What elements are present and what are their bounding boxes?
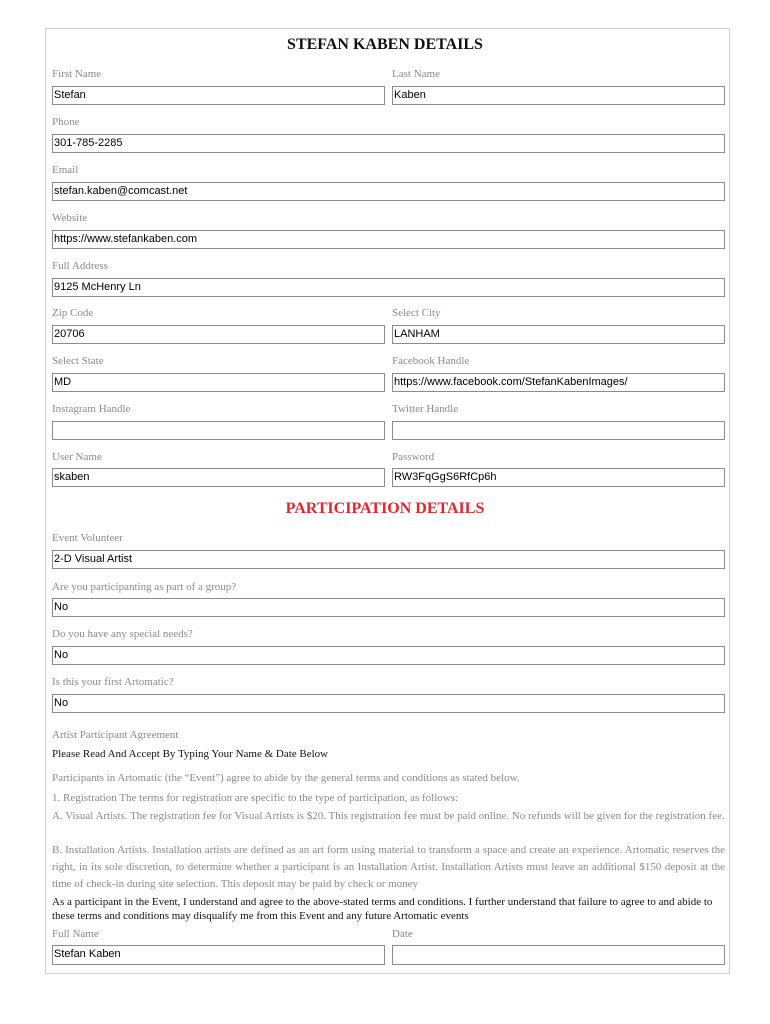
- address-label: Full Address: [52, 260, 108, 272]
- city-field[interactable]: LANHAM: [392, 325, 725, 344]
- email-field[interactable]: stefan.kaben@comcast.net: [52, 182, 725, 201]
- twitter-label: Twitter Handle: [392, 403, 459, 415]
- first-artomatic-label: Is this your first Artomatic?: [52, 676, 174, 688]
- volunteer-field[interactable]: 2-D Visual Artist: [52, 550, 725, 569]
- last-name-field[interactable]: Kaben: [392, 86, 725, 105]
- instagram-label: Instagram Handle: [52, 403, 131, 415]
- agreement-intro: Participants in Artomatic (the “Event”) agree to abide by the general terms and conditions as stated below.: [52, 772, 520, 784]
- special-needs-field[interactable]: No: [52, 646, 725, 665]
- full-name-field[interactable]: Stefan Kaben: [52, 945, 385, 965]
- password-label: Password: [392, 451, 435, 463]
- website-field[interactable]: https://www.stefankaben.com: [52, 230, 725, 249]
- agreement-instruction: Please Read And Accept By Typing Your Name & Date Below: [52, 748, 329, 760]
- phone-label: Phone: [52, 116, 80, 128]
- email-label: Email: [52, 164, 79, 176]
- state-field[interactable]: MD: [52, 373, 385, 392]
- username-field[interactable]: skaben: [52, 468, 385, 487]
- password-field[interactable]: RW3FqGgS6RfCp6h: [392, 468, 725, 487]
- full-name-label: Full Name: [52, 928, 99, 940]
- agreement-registration: 1. Registration The terms for registration are specific to the type of participation, as follows:: [52, 792, 459, 804]
- group-label: Are you participanting as part of a group?: [52, 581, 237, 593]
- agreement-label: Artist Participant Agreement: [52, 729, 179, 741]
- date-label: Date: [392, 928, 413, 940]
- state-label: Select State: [52, 355, 104, 367]
- twitter-field[interactable]: [392, 421, 725, 440]
- website-label: Website: [52, 212, 88, 224]
- instagram-field[interactable]: [52, 421, 385, 440]
- address-field[interactable]: 9125 McHenry Ln: [52, 278, 725, 297]
- volunteer-label: Event Volunteer: [52, 532, 123, 544]
- first-artomatic-field[interactable]: No: [52, 694, 725, 713]
- last-name-label: Last Name: [392, 68, 440, 80]
- participation-title: PARTICIPATION DETAILS: [285, 500, 485, 517]
- agreement-consent: As a participant in the Event, I understand and agree to the above-stated terms and conditions. I further understand that failure to agree to and abide to these terms and conditions may disqualify me from this Event and any future Artomatic events: [52, 896, 713, 922]
- facebook-label: Facebook Handle: [392, 355, 470, 367]
- zip-label: Zip Code: [52, 307, 94, 319]
- phone-field[interactable]: 301-785-2285: [52, 134, 725, 153]
- date-field[interactable]: [392, 945, 725, 965]
- facebook-field[interactable]: https://www.facebook.com/StefanKabenImages/: [392, 373, 725, 392]
- page-title: STEFAN KABEN DETAILS: [287, 36, 483, 53]
- first-name-label: First Name: [52, 68, 102, 80]
- group-field[interactable]: No: [52, 598, 725, 617]
- zip-field[interactable]: 20706: [52, 325, 385, 344]
- username-label: User Name: [52, 451, 102, 463]
- first-name-field[interactable]: Stefan: [52, 86, 385, 105]
- city-label: Select City: [392, 307, 441, 319]
- special-needs-label: Do you have any special needs?: [52, 628, 193, 640]
- agreement-installation-artists: B. Installation Artists. Installation artists are defined as an art form using material to transform a space and create an experience. Artomatic reserves the right, in its sole discretion, to determine whether a participant is an Installation Artist. Installation Artists must leave an additional $150 deposit at the time of check-in during site selection. This deposit may be paid by check or money: [52, 844, 725, 890]
- agreement-visual-artists: A. Visual Artists. The registration fee for Visual Artists is $20. This registration fee must be paid online. No refunds will be given for the registration fee.: [52, 810, 725, 822]
